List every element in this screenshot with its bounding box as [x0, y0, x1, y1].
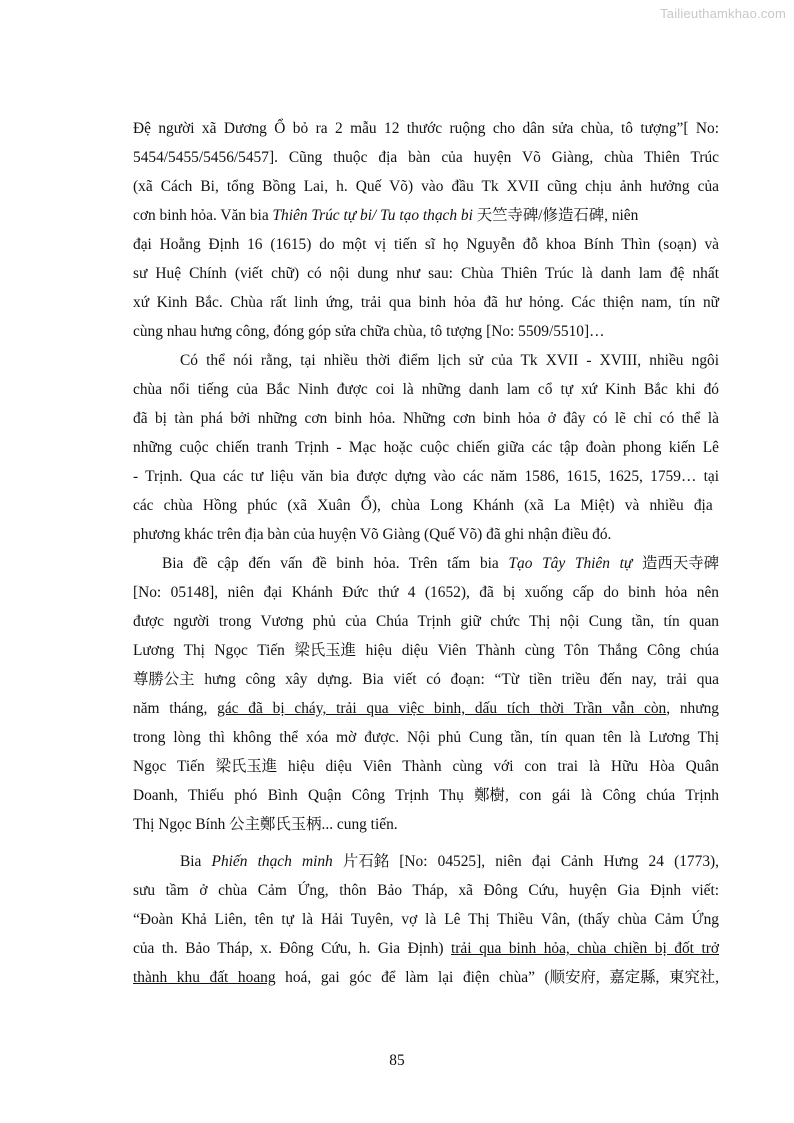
text-line [133, 781, 719, 810]
text-line [133, 288, 719, 317]
line-text: sư Huệ Chính (viết chữ) có nội dung như sau: Chùa Thiên Trúc là danh lam đệ nhất [133, 265, 719, 282]
line-text: năm tháng, [133, 700, 218, 717]
text-line [133, 433, 719, 462]
line-text: 尊勝公主 hưng công xây dựng. Bia viết có đoạn: “Từ tiền triều đến nay, trải qua [133, 671, 719, 688]
text-line [133, 549, 719, 578]
line-text: (xã Cách Bi, tổng Bồng Lai, h. Quế Võ) vào đầu Tk XVII cũng chịu ảnh hưởng của [133, 178, 719, 195]
line-text: những cuộc chiến tranh Trịnh - Mạc hoặc cuộc chiến giữa các tập đoàn phong kiến Lê [133, 439, 719, 456]
document-body [133, 114, 719, 992]
line-text: Doanh, Thiếu phó Bình Quận Công Trịnh Thụ 鄭樹, con gái là Công chúa Trịnh [133, 787, 719, 804]
text-line [133, 346, 719, 375]
line-text: sưu tầm ở chùa Cảm Ứng, thôn Bảo Tháp, xã Đông Cứu, huyện Gia Định viết: [133, 882, 719, 899]
line-text: trong lòng thì không thể xóa mờ được. Nội phủ Cung tần, tín quan tên là Lương Thị [133, 729, 719, 746]
line-text: 5454/5455/5456/5457]. Cũng thuộc địa bàn của huyện Võ Giàng, chùa Thiên Trúc [133, 149, 719, 166]
paragraph-2 [133, 346, 719, 549]
underlined-quote: thành khu đất hoang [133, 969, 276, 986]
text-line [133, 963, 719, 992]
text-line [133, 665, 719, 694]
line-text: Bia [180, 853, 212, 870]
text-line [133, 694, 719, 723]
text-line [133, 230, 719, 259]
line-text: - Trịnh. Qua các tư liệu văn bia được dựng vào các năm 1586, 1615, 1625, 1759… tại [133, 468, 719, 485]
line-text: 片石銘 [No: 04525], niên đại Cảnh Hưng 24 (1773), [332, 853, 719, 870]
line-text: đại Hoằng Định 16 (1615) do một vị tiến sĩ họ Nguyễn đỗ khoa Bính Thìn (soạn) và [133, 236, 719, 253]
stele-title: Thiên Trúc tự bi/ Tu tạo thạch bi [272, 207, 473, 224]
line-text: Ngọc Tiến 梁氏玉進 hiệu diệu Viên Thành cùng với con trai là Hữu Hòa Quân [133, 758, 719, 775]
stele-title: Tạo Tây Thiên tự [508, 555, 633, 572]
line-text: đã bị tàn phá bởi những cơn binh hỏa. Những cơn binh hỏa ở đây có lẽ chỉ có thể là [133, 410, 719, 427]
line-text: xứ Kinh Bắc. Chùa rất linh ứng, trải qua binh hỏa đã hư hỏng. Các thiện nam, tín nữ [133, 294, 719, 311]
underlined-quote: gác đã bị cháy, trải qua việc binh, dấu tích thời Trần vẫn còn [217, 700, 667, 717]
text-line [133, 905, 719, 934]
line-text: của th. Bảo Tháp, x. Đông Cứu, h. Gia Định) [133, 940, 452, 957]
text-line [133, 636, 719, 665]
text-line [133, 172, 719, 201]
text-line [133, 259, 719, 288]
text-line [133, 752, 719, 781]
text-line [133, 404, 719, 433]
text-line [133, 143, 719, 172]
underlined-quote: trải qua binh hỏa, chùa chiền bị đốt trở [451, 940, 719, 957]
page-number: 85 [389, 1052, 405, 1069]
text-line [133, 114, 719, 143]
paragraph-3 [133, 549, 719, 839]
text-line [133, 723, 719, 752]
line-text: hoá, gai góc để làm lại điện chùa” (顺安府, 嘉定縣, 東究社, [275, 969, 719, 986]
line-text: phương khác trên địa bàn của huyện Võ Giàng (Quế Võ) đã ghi nhận điều đó. [133, 526, 612, 543]
line-text: [No: 05148], niên đại Khánh Đức thứ 4 (1652), đã bị xuống cấp do binh hỏa nên [133, 584, 719, 601]
line-text: Thị Ngọc Bính 公主鄭氏玉柄... cung tiến. [133, 816, 398, 833]
line-text: 天竺寺碑/修造石碑, niên [472, 207, 639, 224]
text-line [133, 520, 719, 549]
line-text: cùng nhau hưng công, đóng góp sửa chữa chùa, tô tượng [No: 5509/5510]… [133, 323, 605, 340]
paragraph-1 [133, 114, 719, 346]
text-line [133, 810, 719, 839]
line-text: được người trong Vương phủ của Chúa Trịnh giữ chức Thị nội Cung tần, tín quan [133, 613, 719, 630]
text-line [133, 876, 719, 905]
line-text: Đệ người xã Dương Ổ bỏ ra 2 mẫu 12 thước ruộng cho dân sửa chùa, tô tượng”[ No: [133, 120, 719, 137]
line-text: Lương Thị Ngọc Tiến 梁氏玉進 hiệu diệu Viên Thành cùng Tôn Thắng Công chúa [133, 642, 719, 659]
text-line [133, 934, 719, 963]
line-text: “Đoàn Khả Liên, tên tự là Hải Tuyên, vợ là Lê Thị Thiều Vân, (thấy chùa Cảm Ứng [133, 911, 719, 928]
paragraph-4 [133, 847, 719, 992]
line-text: 造西天寺碑 [632, 555, 719, 572]
line-text: các chùa Hồng phúc (xã Xuân Ổ), chùa Long Khánh (xã La Miệt) và nhiều địa [133, 497, 713, 514]
line-text: Bia đề cập đến vấn đề binh hỏa. Trên tấm bia [162, 555, 509, 572]
line-text: cơn binh hỏa. Văn bia [133, 207, 273, 224]
text-line [133, 375, 719, 404]
text-line [133, 317, 719, 346]
line-text: , nhưng [666, 700, 719, 717]
text-line [133, 578, 719, 607]
watermark: Tailieuthamkhao.com [660, 6, 786, 21]
text-line [133, 462, 719, 491]
line-text: Có thể nói rằng, tại nhiều thời điểm lịch sử của Tk XVII - XVIII, nhiều ngôi [180, 352, 719, 369]
line-text: chùa nổi tiếng của Bắc Ninh được coi là những danh lam cổ tự xứ Kinh Bắc khi đó [133, 381, 719, 398]
stele-title: Phiến thạch minh [211, 853, 333, 870]
text-line [133, 847, 719, 876]
text-line [133, 607, 719, 636]
text-line [133, 491, 719, 520]
text-line [133, 201, 719, 230]
